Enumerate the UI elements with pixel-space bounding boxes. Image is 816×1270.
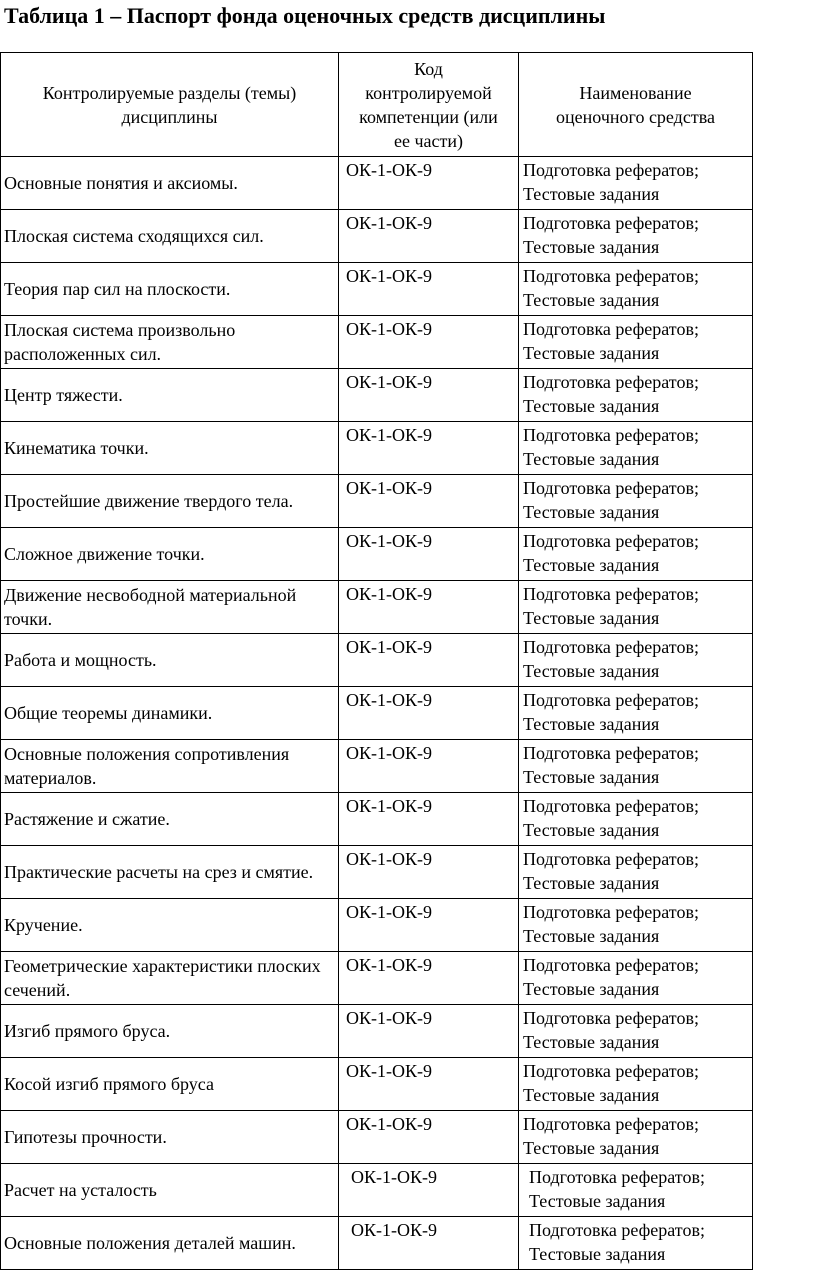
table-row [1, 475, 753, 528]
assessment-tool-line: Тестовые задания [523, 396, 660, 416]
assessment-tool-cell [519, 952, 753, 1005]
assessment-tool-line: Тестовые задания [523, 184, 660, 204]
assessment-tool-cell [519, 793, 753, 846]
table-title: Таблица 1 – Паспорт фонда оценочных средств дисциплины [4, 3, 606, 28]
topic-cell: Плоская система произвольно расположенных сил. [1, 316, 339, 369]
assessment-tool-line: Подготовка рефератов; [529, 1167, 705, 1187]
assessment-tool-line: Подготовка рефератов; [523, 160, 699, 180]
assessment-tool-line: Тестовые задания [523, 1032, 660, 1052]
header-topic: Контролируемые разделы (темы) дисциплины [1, 53, 339, 157]
assessment-tool-line: Тестовые задания [523, 290, 660, 310]
assessment-tool-cell [519, 528, 753, 581]
assessment-tool-line: Тестовые задания [523, 820, 660, 840]
assessment-tool-line: Тестовые задания [523, 449, 660, 469]
competence-code-cell: ОК-1-ОК-9 [339, 157, 519, 210]
topic-cell: Основные положения сопротивления материалов. [1, 740, 339, 793]
competence-code-cell: ОК-1-ОК-9 [339, 210, 519, 263]
assessment-tool-cell [519, 263, 753, 316]
topic-cell: Общие теоремы динамики. [1, 687, 339, 740]
assessment-tool-line: Тестовые задания [523, 555, 660, 575]
assessment-tool-line: Подготовка рефератов; [523, 266, 699, 286]
table-row [1, 740, 753, 793]
topic-cell: Сложное движение точки. [1, 528, 339, 581]
assessment-tool-line: Тестовые задания [523, 237, 660, 257]
topic-cell: Гипотезы прочности. [1, 1111, 339, 1164]
assessment-tool-cell [519, 1005, 753, 1058]
table-header-row [1, 53, 753, 157]
assessment-tool-cell [519, 369, 753, 422]
topic-cell: Работа и мощность. [1, 634, 339, 687]
table-row [1, 1164, 753, 1217]
table-row [1, 899, 753, 952]
table-row [1, 687, 753, 740]
assessment-tool-cell [519, 899, 753, 952]
assessment-tool-line: Тестовые задания [523, 767, 660, 787]
assessment-tool-cell [519, 1164, 753, 1217]
table-row [1, 210, 753, 263]
assessment-tool-cell [519, 475, 753, 528]
competence-code-cell: ОК-1-ОК-9 [339, 846, 519, 899]
header-code: Код контролируемой компетенции (или ее части) [339, 53, 519, 157]
assessment-tool-line: Подготовка рефератов; [523, 584, 699, 604]
assessment-tool-line: Тестовые задания [523, 343, 660, 363]
table-row [1, 1005, 753, 1058]
assessment-tool-line: Подготовка рефератов; [523, 955, 699, 975]
assessment-tool-line: Подготовка рефератов; [523, 690, 699, 710]
topic-cell: Изгиб прямого бруса. [1, 1005, 339, 1058]
competence-code-cell: ОК-1-ОК-9 [339, 1111, 519, 1164]
assessment-tool-line: Подготовка рефератов; [523, 637, 699, 657]
assessment-tool-cell [519, 1111, 753, 1164]
table-row [1, 369, 753, 422]
topic-cell: Плоская система сходящихся сил. [1, 210, 339, 263]
competence-code-cell: ОК-1-ОК-9 [339, 581, 519, 634]
assessment-tool-line: Тестовые задания [529, 1244, 666, 1264]
competence-code-cell: ОК-1-ОК-9 [339, 687, 519, 740]
topic-cell: Теория пар сил на плоскости. [1, 263, 339, 316]
assessment-tool-line: Подготовка рефератов; [523, 796, 699, 816]
topic-cell: Расчет на усталость [1, 1164, 339, 1217]
assessment-tool-cell [519, 846, 753, 899]
competence-code-cell: ОК-1-ОК-9 [339, 899, 519, 952]
table-row [1, 422, 753, 475]
assessment-tool-line: Подготовка рефератов; [529, 1220, 705, 1240]
assessment-tool-cell [519, 581, 753, 634]
assessment-tool-line: Подготовка рефератов; [523, 319, 699, 339]
table-row [1, 1111, 753, 1164]
assessment-tool-line: Тестовые задания [523, 502, 660, 522]
competence-code-cell: ОК-1-ОК-9 [339, 952, 519, 1005]
competence-code-cell: ОК-1-ОК-9 [339, 475, 519, 528]
assessment-tool-line: Тестовые задания [523, 979, 660, 999]
competence-code-cell: ОК-1-ОК-9 [339, 369, 519, 422]
assessment-tool-cell [519, 687, 753, 740]
topic-cell: Геометрические характеристики плоских сечений. [1, 952, 339, 1005]
assessment-tool-cell [519, 634, 753, 687]
assessment-tool-line: Подготовка рефератов; [523, 425, 699, 445]
assessment-tool-line: Подготовка рефератов; [523, 478, 699, 498]
table-row [1, 793, 753, 846]
competence-code-cell: ОК-1-ОК-9 [339, 634, 519, 687]
competence-code-cell: ОК-1-ОК-9 [339, 1217, 519, 1270]
assessment-tool-line: Тестовые задания [523, 608, 660, 628]
table-row [1, 1217, 753, 1270]
topic-cell: Основные положения деталей машин. [1, 1217, 339, 1270]
topic-cell: Растяжение и сжатие. [1, 793, 339, 846]
assessment-tool-line: Подготовка рефератов; [523, 1061, 699, 1081]
assessment-tool-line: Тестовые задания [523, 1138, 660, 1158]
competence-code-cell: ОК-1-ОК-9 [339, 528, 519, 581]
assessment-tool-cell [519, 1058, 753, 1111]
competence-code-cell: ОК-1-ОК-9 [339, 316, 519, 369]
topic-cell: Движение несвободной материальной точки. [1, 581, 339, 634]
assessment-tool-cell [519, 316, 753, 369]
topic-cell: Центр тяжести. [1, 369, 339, 422]
competence-code-cell: ОК-1-ОК-9 [339, 1058, 519, 1111]
competence-code-cell: ОК-1-ОК-9 [339, 793, 519, 846]
assessment-tool-line: Подготовка рефератов; [523, 531, 699, 551]
competence-code-cell: ОК-1-ОК-9 [339, 263, 519, 316]
table-row [1, 157, 753, 210]
assessment-tool-cell [519, 740, 753, 793]
table-row [1, 846, 753, 899]
assessment-tool-line: Тестовые задания [523, 873, 660, 893]
assessment-tool-line: Подготовка рефератов; [523, 743, 699, 763]
assessment-tool-cell [519, 210, 753, 263]
table-row [1, 316, 753, 369]
assessment-tool-line: Тестовые задания [523, 714, 660, 734]
assessment-tool-cell [519, 1217, 753, 1270]
assessment-tool-line: Подготовка рефератов; [523, 1114, 699, 1134]
topic-cell: Кинематика точки. [1, 422, 339, 475]
assessment-tool-line: Подготовка рефератов; [523, 849, 699, 869]
topic-cell: Основные понятия и аксиомы. [1, 157, 339, 210]
competence-code-cell: ОК-1-ОК-9 [339, 422, 519, 475]
competence-code-cell: ОК-1-ОК-9 [339, 1164, 519, 1217]
table-row [1, 952, 753, 1005]
table-row [1, 634, 753, 687]
competence-code-cell: ОК-1-ОК-9 [339, 1005, 519, 1058]
assessment-tool-cell [519, 422, 753, 475]
assessment-tool-cell [519, 157, 753, 210]
assessment-tool-line: Тестовые задания [523, 661, 660, 681]
table-row [1, 581, 753, 634]
assessment-tool-line: Подготовка рефератов; [523, 902, 699, 922]
assessment-tool-line: Подготовка рефератов; [523, 213, 699, 233]
topic-cell: Кручение. [1, 899, 339, 952]
assessment-tool-line: Тестовые задания [523, 926, 660, 946]
table-row [1, 263, 753, 316]
assessment-fund-table [0, 52, 753, 1270]
topic-cell: Практические расчеты на срез и смятие. [1, 846, 339, 899]
table-row [1, 528, 753, 581]
assessment-tool-line: Подготовка рефератов; [523, 1008, 699, 1028]
topic-cell: Простейшие движение твердого тела. [1, 475, 339, 528]
header-tool: Наименование оценочного средства [519, 53, 753, 157]
topic-cell: Косой изгиб прямого бруса [1, 1058, 339, 1111]
assessment-tool-line: Тестовые задания [529, 1191, 666, 1211]
table-row [1, 1058, 753, 1111]
assessment-tool-line: Тестовые задания [523, 1085, 660, 1105]
assessment-tool-line: Подготовка рефератов; [523, 372, 699, 392]
competence-code-cell: ОК-1-ОК-9 [339, 740, 519, 793]
